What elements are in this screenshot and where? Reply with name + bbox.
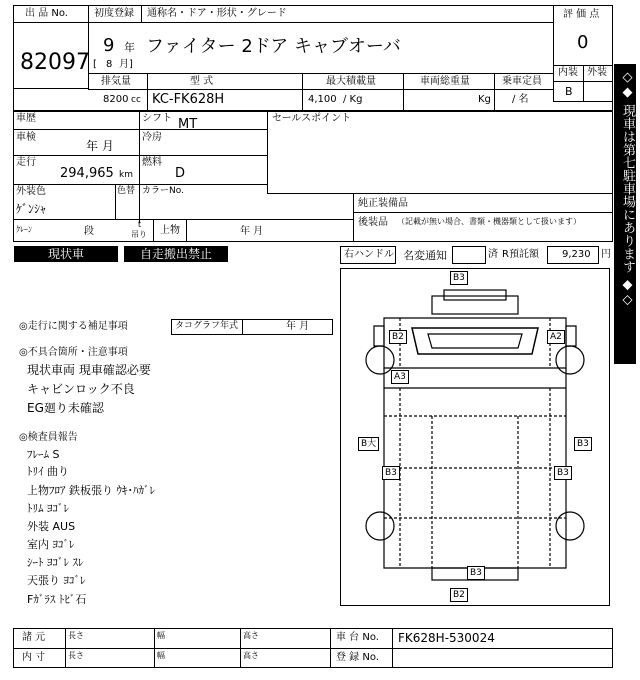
chassis-label: 車 台 No. [336,632,379,643]
grade-value: 0 [577,32,589,53]
reg-month-open: [ [93,59,97,70]
car-name: ファイター 2ドア キャブオーバ [146,36,401,57]
footer-length: 長さ [68,631,84,640]
defect-item: キャビンロック不良 [27,382,135,396]
defect-item: EG廻り未確認 [27,401,104,415]
crane-stage: 段 [84,226,94,237]
lot-number: 82097 [20,50,90,75]
footer-width-2: 幅 [157,651,165,660]
damage-mark: B3 [382,466,400,480]
footer-length-2: 長さ [68,651,84,660]
report-item: 上物ﾌﾛｱ 鉄板張り ｳｷ･ﾊｶﾞﾚ [27,484,155,497]
color-change-label: 色替 [117,186,136,196]
recycle-unit: 円 [601,249,611,260]
name-change-label: 名変通知 [403,249,447,262]
driving-heading: ◎走行に関する補足事項 [19,321,128,332]
first-reg-label: 初度登録 [94,8,134,19]
displacement-unit: cc [131,95,141,105]
gross-weight-label: 車両総重量 [420,76,470,87]
damage-mark: B3 [554,466,572,480]
displacement-value: 8200 [103,94,129,105]
displacement-label: 排気量 [101,76,131,87]
shift-value: MT [178,117,198,132]
capacity-label: 乗車定員 [502,76,542,87]
inspection-value: 年 月 [86,139,114,153]
rhd-label: 右ハンドル [344,249,394,260]
crane-hang: 吊り [131,230,147,239]
max-load-label: 最大積載量 [326,76,376,87]
defect-item: 現状車両 現車確認必要 [27,363,151,377]
report-item: ｼｰﾄ ﾖｺﾞﾚ ｽﾚ [27,556,84,569]
max-load-unit: / Kg [343,94,363,105]
report-item: ﾌﾚｰﾑ S [27,448,60,461]
damage-mark: B大 [358,437,379,451]
gross-weight-unit: Kg [478,94,491,105]
model-label: 型 式 [190,76,214,87]
chassis-value: FK628H-530024 [398,631,495,645]
upper-date: 年 月 [240,226,264,237]
model-value: KC-FK628H [152,92,225,107]
name-label: 通称名・ドア・形状・グレード [147,8,287,19]
mileage-label: 走行 [16,157,36,168]
truck-diagram [340,268,610,606]
report-item: 外装 AUS [27,520,76,533]
color-no-label: カラーNo. [142,186,184,196]
reg-year-unit: 年 [124,41,135,54]
damage-mark: B2 [389,330,407,344]
genuine-label: 純正装備品 [358,198,408,209]
damage-mark: B3 [574,437,592,451]
crane-ton: t [138,220,142,229]
sales-points-label: セールスポイント [272,113,352,124]
max-load-value: 4,100 [308,94,337,105]
aftermarket-note: （記載が無い場合、書類・機器類として扱います） [397,217,581,226]
interior-grade: B [565,85,573,98]
mileage-unit: km [119,170,133,180]
recycle-value: 9,230 [562,249,591,260]
footer-height: 高さ [243,631,259,640]
damage-mark: A3 [391,370,409,384]
damage-mark: B3 [450,271,468,285]
shift-label: シフト [142,113,172,124]
tacho-label: タコグラフ年式 [175,321,239,331]
current-state-bar: 現状車 [14,246,118,262]
aftermarket-label: 後装品 [358,217,388,228]
damage-mark: B2 [450,588,468,602]
reg-year: 9 [103,35,115,56]
inspection-label: 車検 [16,132,36,143]
recycle-label: R預託額 [502,249,539,260]
crane-label: ｸﾚｰﾝ [16,225,32,234]
history-label: 車歴 [16,113,36,124]
footer-height-2: 高さ [243,651,259,660]
color-value: ｹﾞﾝｼｬ [16,202,47,216]
name-change-box [452,246,486,264]
inspector-heading: ◎検査員報告 [19,432,78,443]
report-item: ﾄﾘﾑ ﾖｺﾞﾚ [27,502,69,515]
self-drive-ban-bar: 自走搬出禁止 [124,246,228,262]
report-item: 室内 ﾖｺﾞﾚ [27,538,75,551]
reg-no-label: 登 録 No. [336,652,379,663]
exterior-label: 外装 [587,67,607,78]
fuel-value: D [175,166,186,181]
recycle-prefix: 済 [488,249,498,260]
aircon-label: 冷房 [142,132,162,143]
capacity-value: / 名 [512,94,529,105]
lot-label: 出 品 No. [25,8,68,19]
footer-width: 幅 [157,631,165,640]
defects-heading: ◎不具合箇所・注意事項 [19,347,128,358]
grade-label: 評 価 点 [563,9,600,20]
side-banner-text: ◇◆ 現車は第七駐車場にあります ◆◇ [620,70,635,308]
color-label: 外装色 [16,186,46,197]
reg-month-close: 月] [119,59,133,70]
mileage-value: 294,965 [60,166,114,181]
reg-month: 8 [106,59,113,70]
exterior-grade-cell [583,81,613,102]
fuel-label: 燃料 [142,157,162,168]
report-item: Fｶﾞﾗｽ ﾄﾋﾞ石 [27,593,87,606]
footer-specs-label: 諸 元 [22,632,46,643]
damage-mark: B3 [467,566,485,580]
footer-inner-label: 内 寸 [22,652,46,663]
tacho-value: 年 月 [286,321,310,332]
damage-mark: A2 [547,330,565,344]
report-item: 天張り ﾖｺﾞﾚ [27,574,86,587]
interior-label: 内装 [558,67,578,78]
report-item: ﾄﾘｲ 曲り [27,465,69,478]
upper-label: 上物 [160,225,180,236]
